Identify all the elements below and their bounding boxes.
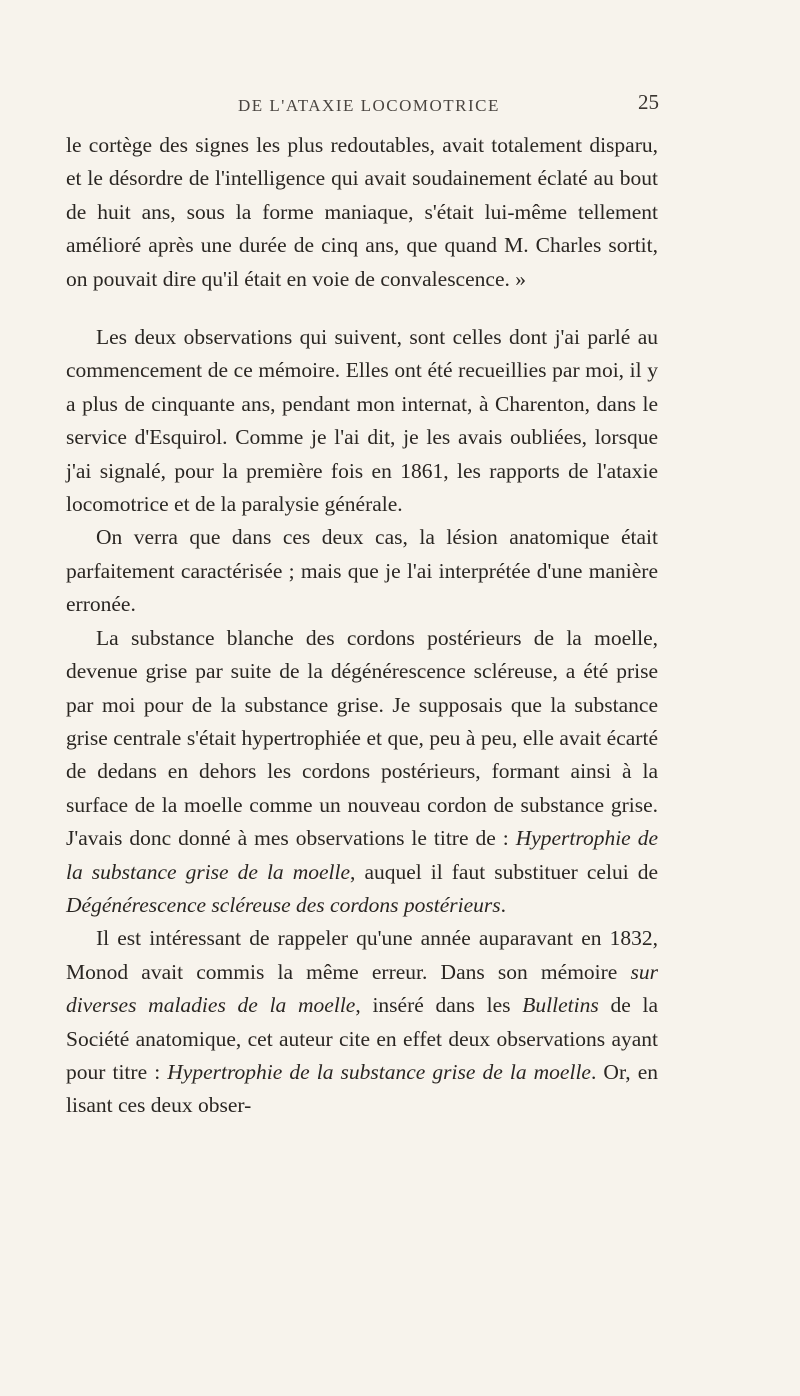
- paragraph-4-part-1: La substance blanche des cordons postérieurs de la moelle, devenue grise par suite de la dégénérescence scléreuse, a été prise par moi pour de la substance grise. Je supposais que la substance grise centrale s'était hypertrophiée et que, peu à peu, elle avait écarté de dedans en dehors les cordons postérieurs, formant ainsi à la surface de la moelle comme un nouveau cordon de substance grise. J'avais donc donné à mes observations le titre de :: [66, 625, 658, 851]
- paragraph-5-part-4: . Or, en lisant ces deux obser-: [66, 1059, 658, 1118]
- title-bulletins-italic: Bulletins: [522, 993, 599, 1018]
- running-title: DE L'ATAXIE LOCOMOTRICE: [238, 96, 500, 115]
- page-number: 25: [638, 90, 659, 114]
- paragraph-4: [66, 622, 658, 923]
- paragraph-5-part-2: , inséré dans les: [355, 993, 523, 1018]
- paragraph-2: Les deux observations qui suivent, sont celles dont j'ai parlé au commencement de ce mémoire. Elles ont été recueillies par moi, il y a plus de cinquante ans, pendant mon internat, à Charenton, dans le service d'Esquirol. Comme je l'ai dit, je les avais oubliées, lorsque j'ai signalé, pour la première fois en 1861, les rapports de l'ataxie locomotrice et de la paralysie générale.: [66, 325, 658, 517]
- title-degenerescence-italic: Dégénérescence scléreuse des cordons postérieurs: [66, 892, 501, 917]
- paragraph-5: [66, 922, 658, 1122]
- paragraph-4-part-2: , auquel il faut substituer celui de: [350, 859, 658, 884]
- running-header: [0, 90, 800, 120]
- paragraph-4-part-3: .: [500, 892, 507, 917]
- title-hypertrophie-monod-italic: Hypertrophie de la substance grise de la moelle: [167, 1059, 591, 1084]
- title-maladies-moelle-italic: sur diverses maladies de la moelle: [66, 959, 658, 1018]
- paragraph-1: le cortège des signes les plus redoutables, avait totalement disparu, et le désordre de l'intelligence qui avait soudainement éclaté au bout de huit ans, sous la forme maniaque, s'était lui-même tellement amélioré après une durée de cinq ans, que quand M. Charles sortit, on pouvait dire qu'il était en voie de convalescence. »: [66, 133, 658, 291]
- body-text: [66, 129, 658, 1123]
- paragraph-5-part-3: de la Société anatomique, cet auteur cite en effet deux observations ayant pour titre :: [66, 993, 658, 1084]
- paragraph-5-part-1: Il est intéressant de rappeler qu'une année auparavant en 1832, Monod avait commis la même erreur. Dans son mémoire: [66, 926, 658, 984]
- title-hypertrophie-italic: Hypertrophie de la substance grise de la moelle: [66, 826, 658, 884]
- paragraph-3: On verra que dans ces deux cas, la lésion anatomique était parfaitement caractérisée ; mais que je l'ai interprétée d'une manière erronée.: [66, 525, 658, 617]
